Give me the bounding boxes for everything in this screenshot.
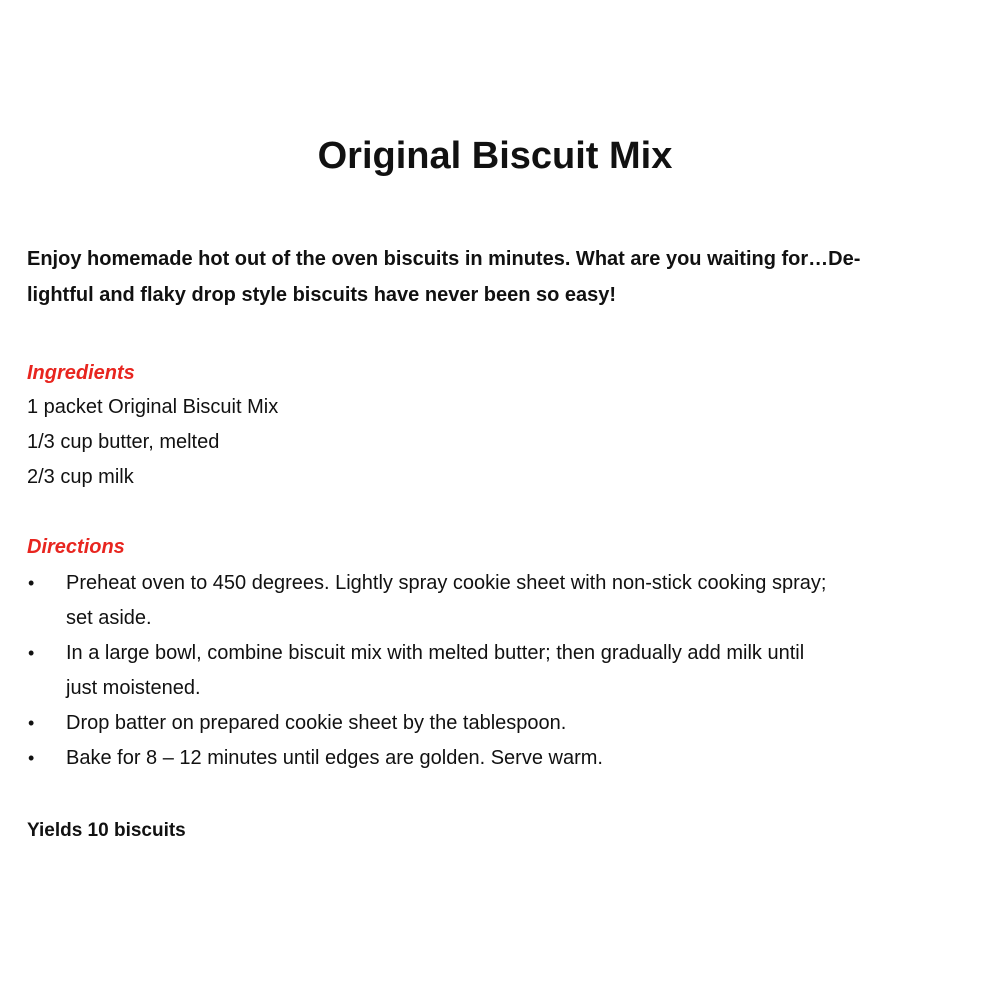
direction-step-line-2: set aside. [66, 607, 152, 629]
direction-step-line-2: just moistened. [66, 677, 201, 699]
direction-step-line-1: Preheat oven to 450 degrees. Lightly spray cookie sheet with non-stick cooking spray; [66, 572, 827, 594]
ingredient-item: 2/3 cup milk [27, 466, 134, 488]
direction-step [27, 741, 957, 776]
bullet-icon: • [28, 643, 35, 663]
direction-step-line-1: Drop batter on prepared cookie sheet by the tablespoon. [66, 712, 567, 734]
direction-step [27, 706, 957, 741]
intro-line-2: lightful and flaky drop style biscuits have never been so easy! [27, 284, 617, 306]
directions-list [27, 566, 957, 776]
yields-text: Yields 10 biscuits [27, 820, 186, 841]
ingredient-item: 1/3 cup butter, melted [27, 431, 220, 453]
ingredients-list [27, 390, 278, 495]
page-title: Original Biscuit Mix [317, 135, 673, 177]
bullet-icon: • [28, 573, 35, 593]
direction-step [27, 566, 957, 636]
directions-heading: Directions [27, 536, 125, 558]
bullet-icon: • [28, 748, 35, 768]
intro-line-1: Enjoy homemade hot out of the oven biscuits in minutes. What are you waiting for…De- [27, 248, 861, 270]
direction-step [27, 636, 957, 706]
bullet-icon: • [28, 713, 35, 733]
direction-step-line-1: In a large bowl, combine biscuit mix with melted butter; then gradually add milk until [66, 642, 805, 664]
direction-step-line-1: Bake for 8 – 12 minutes until edges are golden. Serve warm. [66, 747, 603, 769]
ingredient-item: 1 packet Original Biscuit Mix [27, 396, 279, 418]
intro-paragraph [27, 241, 957, 313]
ingredients-heading: Ingredients [27, 362, 135, 384]
